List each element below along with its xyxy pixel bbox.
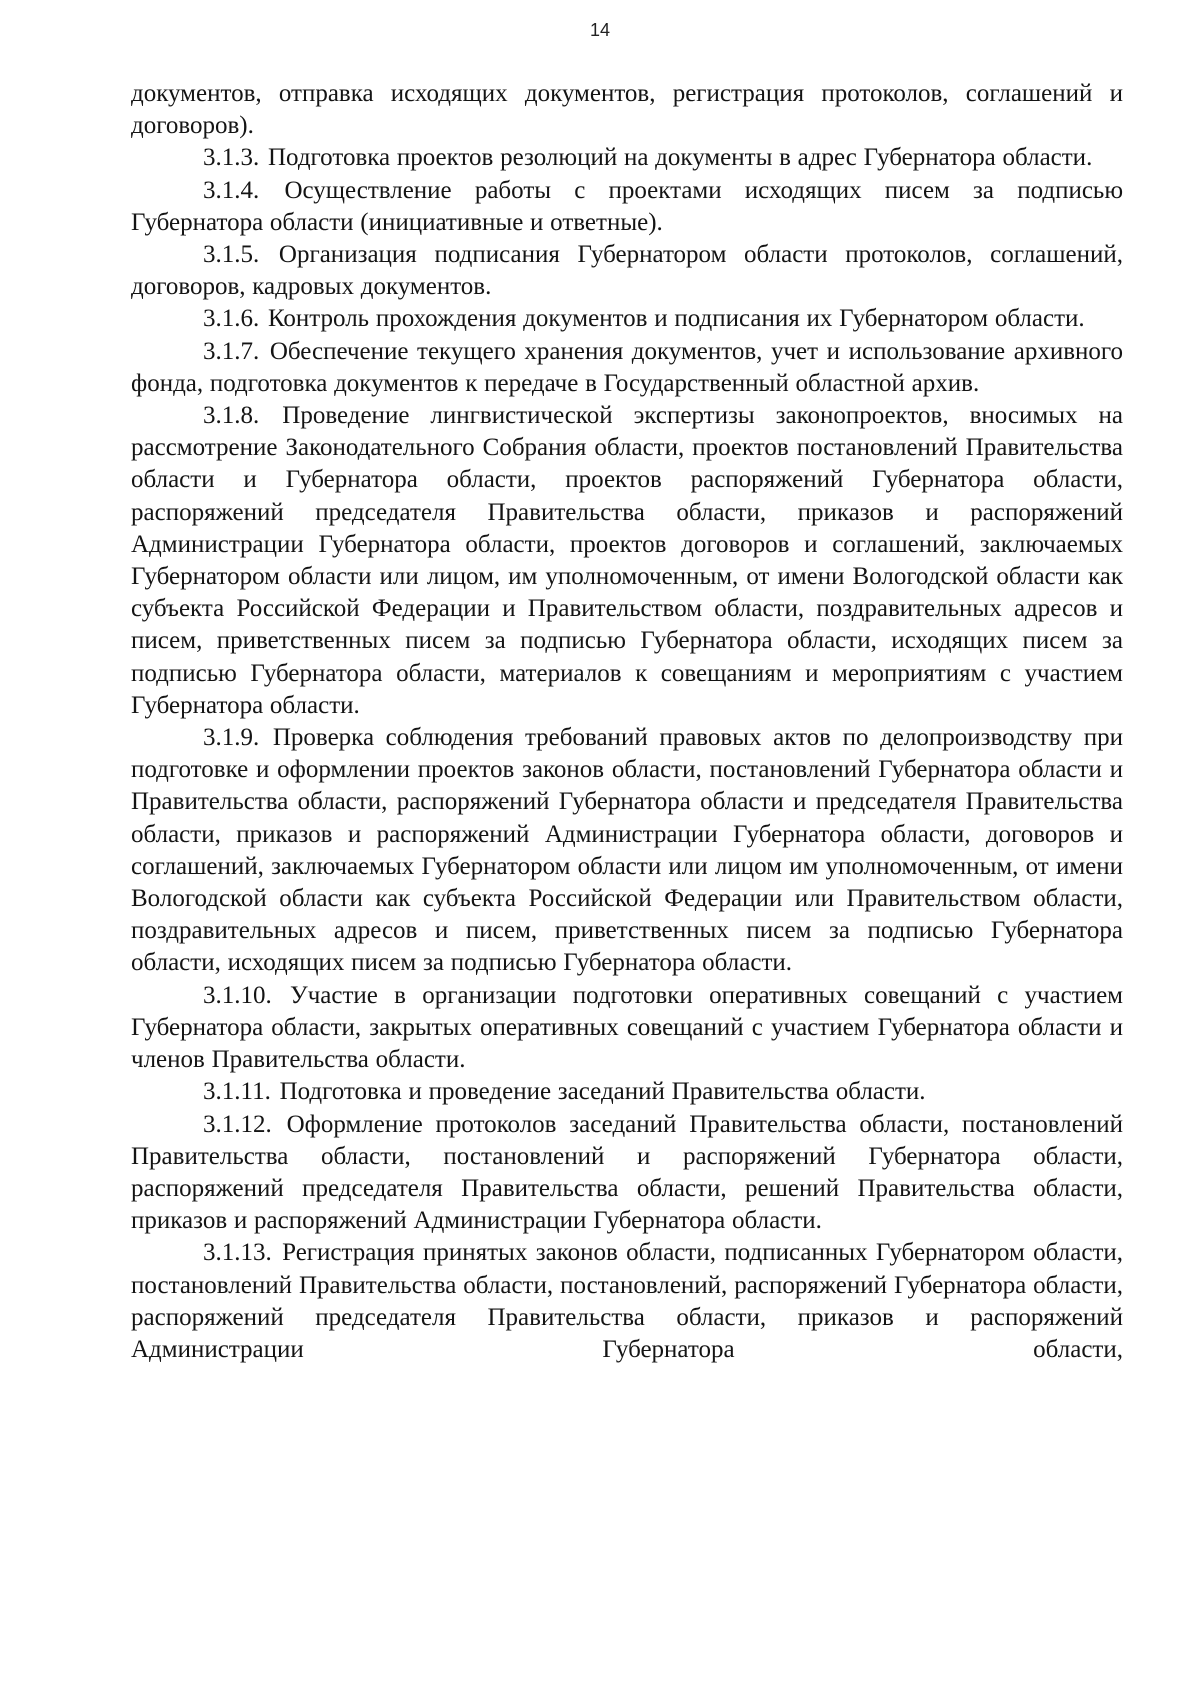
paragraph-text: документов, отправка исходящих документов, регистрация протоколов, соглашений и договоров). <box>131 80 1123 140</box>
paragraph-text: Обеспечение текущего хранения документов, учет и использование архивного фонда, подготовка документов к передаче в Государственный областной архив. <box>131 337 1124 397</box>
paragraph-number: 3.1.12. <box>203 1110 272 1138</box>
paragraph-number: 3.1.11. <box>203 1078 271 1106</box>
paragraph-3-1-8 <box>131 400 1123 722</box>
paragraph-text: Участие в организации подготовки оперативных совещаний с участием Губернатора области, закрытых оперативных совещаний с участием Губернатора области и членов Правительства области. <box>131 981 1123 1074</box>
page-number: 14 <box>589 20 611 40</box>
paragraph-text: Проверка соблюдения требований правовых актов по делопроизводству при подготовке и оформлении проектов законов области, постановлений Губернатора области и Правительства области, распоряжений Губернатора области и председателя Правительства области, приказов и распоряжений Администрации Губернатора области, договоров и соглашений, заключаемых Губернатором области или лицом им уполномоченным, от имени Вологодской области как субъекта Российской Федерации или Правительством области, поздравительных адресов и писем, приветственных писем за подписью Губернатора области, исходящих писем за подписью Губернатора области. <box>131 724 1123 977</box>
paragraph-number: 3.1.5. <box>203 241 260 269</box>
paragraph-text: Организация подписания Губернатором области протоколов, соглашений, договоров, кадровых документов. <box>131 241 1124 301</box>
paragraph-3-1-13 <box>131 1237 1123 1366</box>
paragraph-3-1-11 <box>131 1076 1123 1108</box>
paragraph-3-1-12 <box>131 1109 1123 1238</box>
document-body <box>131 78 1123 1366</box>
paragraph-3-1-10 <box>131 980 1123 1077</box>
paragraph-text: Регистрация принятых законов области, подписанных Губернатором области, постановлений Правительства области, постановлений, распоряжений Губернатора области, распоряжений председателя Правительства области, приказов и распоряжений Администрации Губернатора области, <box>131 1239 1123 1363</box>
paragraph-text: Проведение лингвистической экспертизы законопроектов, вносимых на рассмотрение Законодательного Собрания области, проектов постановлений Правительства области и Губернатора области, проектов распоряжений Губернатора области, распоряжений председателя Правительства области, приказов и распоряжений Администрации Губернатора области, проектов договоров и соглашений, заключаемых Губернатором области или лицом, им уполномоченным, от имени Вологодской области как субъекта Российской Федерации и Правительством области, поздравительных адресов и писем, приветственных писем за подписью Губернатора области, исходящих писем за подписью Губернатора области, материалов к совещаниям и мероприятиям с участием Губернатора области. <box>131 402 1123 719</box>
paragraph-text: Оформление протоколов заседаний Правительства области, постановлений Правительства области, постановлений и распоряжений Губернатора области, распоряжений председателя Правительства области, решений Правительства области, приказов и распоряжений Администрации Губернатора области. <box>131 1110 1123 1235</box>
paragraph-number: 3.1.6. <box>203 305 260 333</box>
paragraph-number: 3.1.8. <box>203 402 260 430</box>
paragraph-3-1-7 <box>131 336 1123 400</box>
paragraph-text: Подготовка и проведение заседаний Правительства области. <box>279 1078 926 1106</box>
paragraph-text: Подготовка проектов резолюций на документы в адрес Губернатора области. <box>268 144 1093 172</box>
paragraph-3-1-5 <box>131 239 1123 303</box>
paragraph-number: 3.1.4. <box>203 176 260 204</box>
paragraph-number: 3.1.13. <box>203 1239 272 1267</box>
paragraph-3-1-4 <box>131 175 1123 239</box>
paragraph-3-1-3 <box>131 142 1123 174</box>
paragraph-number: 3.1.3. <box>203 144 260 172</box>
paragraph-number: 3.1.7. <box>203 337 260 365</box>
paragraph-continuation <box>131 78 1123 142</box>
paragraph-text: Контроль прохождения документов и подписания их Губернатором области. <box>268 305 1085 333</box>
paragraph-number: 3.1.9. <box>203 724 260 752</box>
paragraph-3-1-6 <box>131 303 1123 335</box>
paragraph-number: 3.1.10. <box>203 981 272 1009</box>
paragraph-text: Осуществление работы с проектами исходящих писем за подписью Губернатора области (инициативные и ответные). <box>131 176 1123 236</box>
paragraph-3-1-9 <box>131 722 1123 980</box>
